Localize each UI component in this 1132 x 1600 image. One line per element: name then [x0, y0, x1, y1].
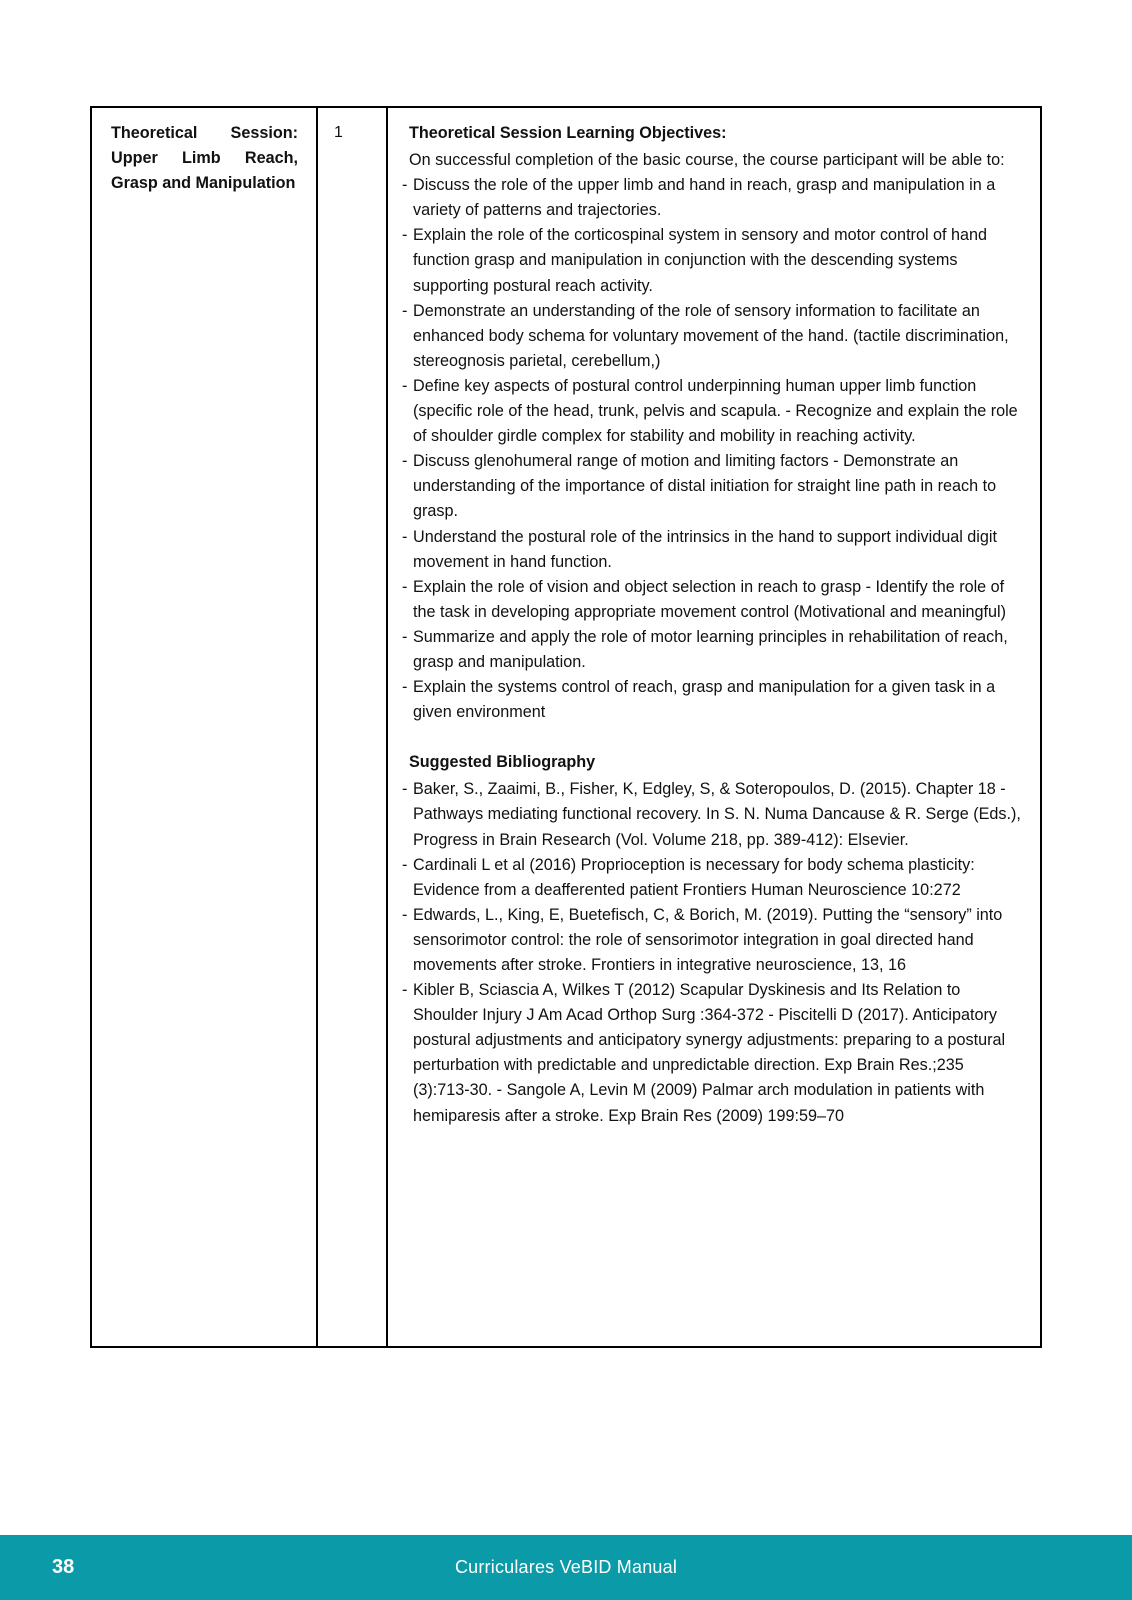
objective-item: - Demonstrate an understanding of the role of sensory information to facilitate an enhanced body schema for voluntary movement of the hand. (tactile discrimination, stereognosis parietal, cerebellum,)	[401, 299, 1024, 374]
bibliography-item: - Baker, S., Zaaimi, B., Fisher, K, Edgley, S, & Soteropoulos, D. (2015). Chapter 18 - Pathways mediating functional recovery. In S. N. Numa Dancause & R. Serge (Eds.), Progress in Brain Research (Vol. Volume 218, pp. 389-412): Elsevier.	[401, 777, 1024, 852]
session-title-cell	[92, 108, 318, 1346]
bibliography-list	[401, 777, 1024, 1128]
objectives-heading: Theoretical Session Learning Objectives:	[409, 124, 727, 142]
bibliography-heading: Suggested Bibliography	[409, 753, 596, 772]
page-number: 38	[52, 1556, 75, 1578]
objectives-list	[401, 173, 1024, 725]
objectives-intro: On successful completion of the basic course, the course participant will be able to:	[409, 151, 1005, 170]
objective-item: - Summarize and apply the role of motor learning principles in rehabilitation of reach, grasp and manipulation.	[401, 625, 1024, 675]
objective-item: - Define key aspects of postural control underpinning human upper limb function (specific role of the head, trunk, pelvis and scapula. - Recognize and explain the role of shoulder girdle complex for stability and mobility in reaching activity.	[401, 374, 1024, 449]
objective-item: - Discuss glenohumeral range of motion and limiting factors - Demonstrate an understanding of the importance of distal initiation for straight line path in reach to grasp.	[401, 449, 1024, 524]
course-table	[90, 106, 1042, 1348]
session-title: Theoretical Session: Upper Limb Reach, Grasp and Manipulation	[111, 124, 298, 192]
bibliography-item: - Edwards, L., King, E, Buetefisch, C, & Borich, M. (2019). Putting the “sensory” into sensorimotor control: the role of sensorimotor integration in goal directed hand movements after stroke. Frontiers in integrative neuroscience, 13, 16	[401, 903, 1024, 978]
session-number-cell	[318, 108, 388, 1346]
objective-item: - Explain the role of the corticospinal system in sensory and motor control of hand function grasp and manipulation in conjunction with the descending systems supporting postural reach activity.	[401, 223, 1024, 298]
bibliography-item: - Kibler B, Sciascia A, Wilkes T (2012) Scapular Dyskinesis and Its Relation to Shoulder Injury J Am Acad Orthop Surg :364-372 - Piscitelli D (2017). Anticipatory postural adjustments and anticipatory synergy adjustments: preparing to a postural perturbation with predictable and unpredictable direction. Exp Brain Res.;235 (3):713-30. - Sangole A, Levin M (2009) Palmar arch modulation in patients with hemiparesis after a stroke. Exp Brain Res (2009) 199:59–70	[401, 978, 1024, 1129]
session-number: 1	[334, 124, 343, 141]
objective-item: - Discuss the role of the upper limb and hand in reach, grasp and manipulation in a variety of patterns and trajectories.	[401, 173, 1024, 223]
objective-item: - Explain the systems control of reach, grasp and manipulation for a given task in a given environment	[401, 675, 1024, 725]
section-spacer	[401, 725, 1024, 750]
footer-title: Curriculares VeBID Manual	[454, 1557, 678, 1577]
objective-item: - Explain the role of vision and object selection in reach to grasp - Identify the role of the task in developing appropriate movement control (Motivational and meaningful)	[401, 575, 1024, 625]
objective-item: - Understand the postural role of the intrinsics in the hand to support individual digit movement in hand function.	[401, 525, 1024, 575]
bibliography-item: - Cardinali L et al (2016) Proprioception is necessary for body schema plasticity: Evidence from a deafferented patient Frontiers Human Neuroscience 10:272	[401, 853, 1024, 903]
page-footer	[0, 1535, 1132, 1600]
session-content-cell	[388, 108, 1040, 1346]
